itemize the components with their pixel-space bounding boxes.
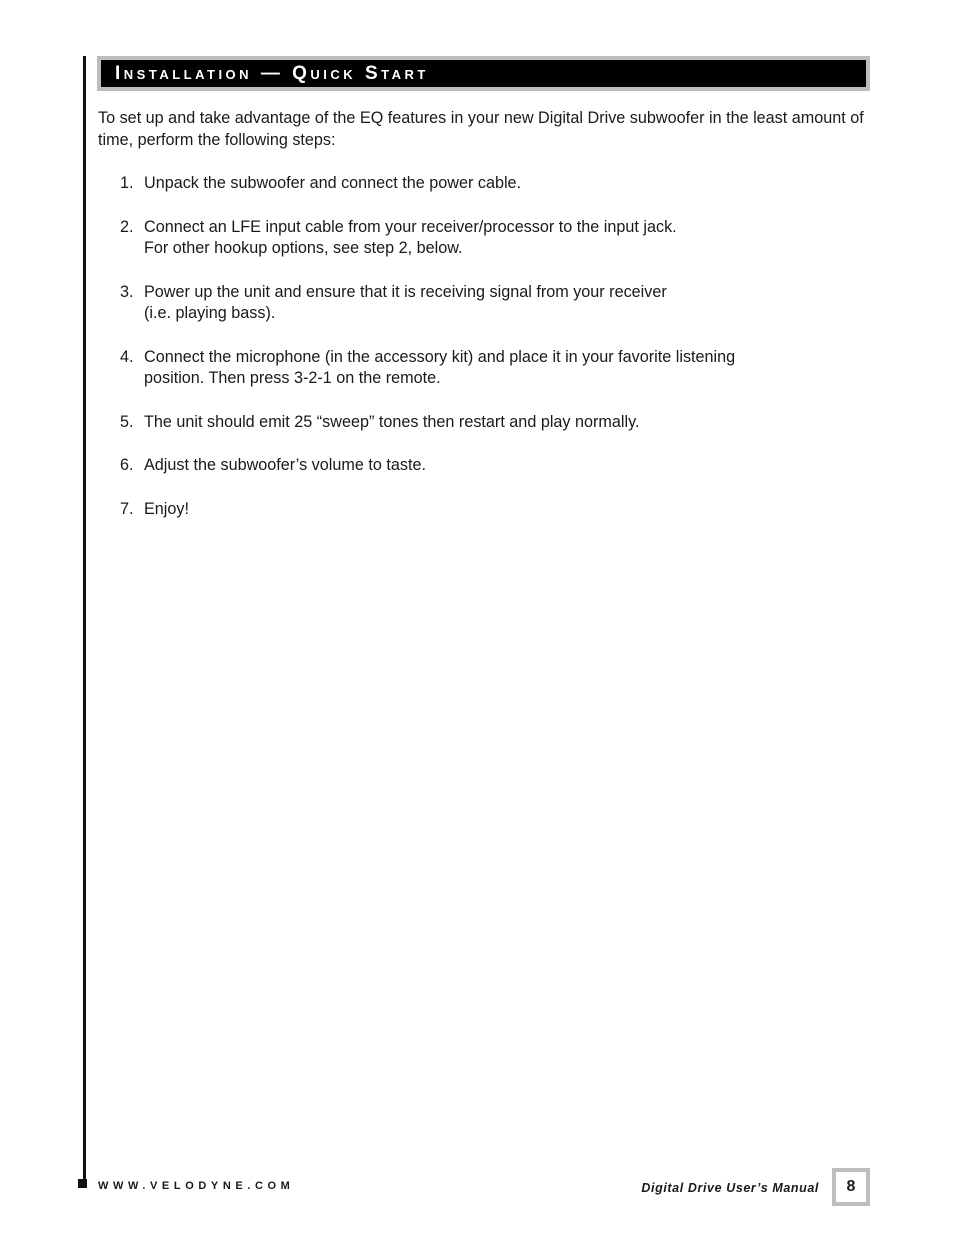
step-text bbox=[144, 173, 860, 195]
step-number: 5. bbox=[120, 412, 134, 431]
list-item bbox=[120, 282, 860, 325]
page-number-box bbox=[832, 1168, 870, 1206]
step-line: Connect an LFE input cable from your receiver/processor to the input jack. bbox=[144, 217, 677, 236]
footer-website: WWW.VELODYNE.COM bbox=[98, 1180, 295, 1192]
list-item bbox=[120, 412, 860, 434]
step-line: Adjust the subwoofer’s volume to taste. bbox=[144, 456, 426, 474]
step-text bbox=[144, 347, 860, 390]
list-item bbox=[120, 217, 860, 260]
step-line: position. Then press 3-2-1 on the remote. bbox=[144, 369, 441, 387]
step-line: Power up the unit and ensure that it is receiving signal from your receiver bbox=[144, 282, 667, 301]
footer-marker-square bbox=[78, 1179, 87, 1188]
step-line: (i.e. playing bass). bbox=[144, 304, 276, 322]
list-item bbox=[120, 499, 860, 521]
list-item bbox=[120, 173, 860, 195]
step-line: Unpack the subwoofer and connect the power cable. bbox=[144, 174, 522, 192]
step-number: 1. bbox=[120, 174, 134, 192]
step-text bbox=[144, 217, 860, 260]
left-margin-rule bbox=[83, 56, 86, 1182]
step-text bbox=[144, 455, 860, 477]
step-number: 2. bbox=[120, 217, 134, 236]
step-number: 6. bbox=[120, 456, 134, 474]
step-text bbox=[144, 282, 860, 325]
step-line: The unit should emit 25 “sweep” tones then restart and play normally. bbox=[144, 412, 640, 431]
intro-paragraph: To set up and take advantage of the EQ features in your new Digital Drive subwoofer in the least amount of time, perform the following steps: bbox=[98, 109, 864, 149]
footer-manual-title: Digital Drive User’s Manual bbox=[641, 1181, 819, 1195]
steps-list bbox=[120, 173, 860, 542]
step-line: Connect the microphone (in the accessory kit) and place it in your favorite listening bbox=[144, 347, 736, 366]
step-text bbox=[144, 499, 860, 521]
list-item bbox=[120, 455, 860, 477]
step-number: 4. bbox=[120, 347, 134, 366]
section-title: Installation — Quick Start bbox=[101, 60, 866, 87]
step-text bbox=[144, 412, 860, 434]
section-header bbox=[97, 56, 870, 91]
page-number: 8 bbox=[836, 1172, 866, 1202]
step-line: Enjoy! bbox=[144, 499, 189, 518]
list-item bbox=[120, 347, 860, 390]
step-line: For other hookup options, see step 2, below. bbox=[144, 239, 463, 257]
step-number: 3. bbox=[120, 282, 134, 301]
step-number: 7. bbox=[120, 499, 134, 518]
